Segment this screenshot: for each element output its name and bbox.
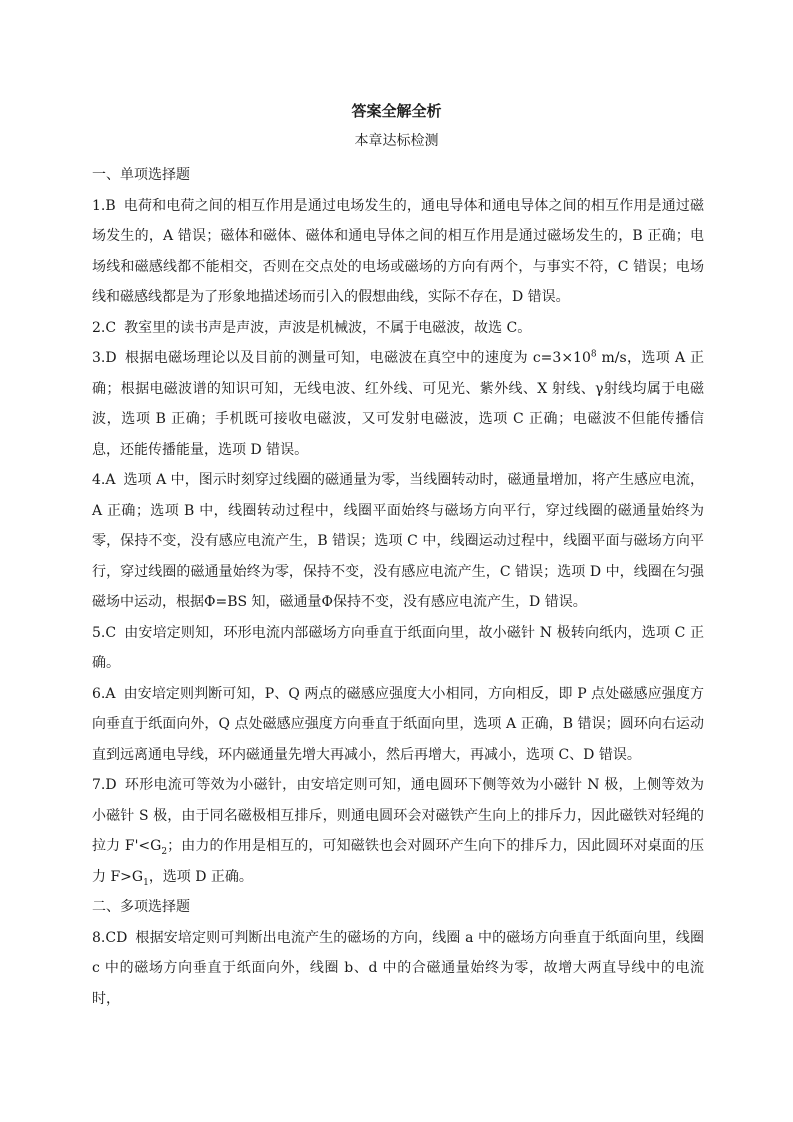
section-heading-single-choice: 一、单项选择题 (92, 167, 190, 183)
answer-text: 教室里的读书声是声波，声波是机械波，不属于电磁波，故选 C。 (124, 319, 532, 336)
answer-number: 7.D (92, 777, 117, 793)
exponent: 8 (590, 349, 597, 360)
answer-number: 3.D (92, 350, 117, 366)
answer-text: 由安培定则判断可知，P、Q 两点的磁感应强度大小相同，方向相反，即 P 点处磁感应强度方向垂直于纸面向外，Q 点处磁感应强度方向垂直于纸面向里，选项 A 正确，B 错误；圆环向右运动直到远离通电导线，环内磁通量先增大再减小，然后再增大，再减小，选项 C、D 错误。 (92, 685, 704, 763)
answer-item-3 (92, 343, 704, 465)
answer-item-1 (92, 191, 704, 313)
answer-item-4 (92, 465, 704, 618)
answer-item-7 (92, 770, 704, 892)
answer-number: 2.C (92, 319, 117, 336)
answer-text: 选项 A 中，图示时刻穿过线圈的磁通量为零，当线圈转动时，磁通量增加，将产生感应电流，A 正确；选项 B 中，线圈转动过程中，线圈平面始终与磁场方向平行，穿过线圈的磁通量始终为零，保持不变，没有感应电流产生，B 错误；选项 C 中，线圈运动过程中，线圈平面与磁场方向平行，穿过线圈的磁通量始终为零，保持不变，没有感应电流产生，C 错误；选项 D 中，线圈在匀强磁场中运动，根据Φ=BS 知，磁通量Φ保持不变，没有感应电流产生，D 错误。 (92, 472, 704, 610)
answer-text: 根据安培定则可判断出电流产生的磁场的方向，线圈 a 中的磁场方向垂直于纸面向里，线圈 c 中的磁场方向垂直于纸面向外，线圈 b、d 中的合磁通量始终为零，故增大两直导线中的电流时， (92, 929, 704, 1007)
subscript: 2 (161, 846, 168, 857)
answer-text: 环形电流可等效为小磁针，由安培定则可知，通电圆环下侧等效为小磁针 N 极，上侧等效为小磁针 S 极，由于同名磁极相互排斥，则通电圆环会对磁铁产生向上的排斥力，因此磁铁对轻绳的拉力 F'<G (92, 777, 704, 854)
answer-number: 4.A (92, 472, 116, 488)
answer-item-8 (92, 923, 704, 1015)
answer-text: 根据电磁场理论以及目前的测量可知，电磁波在真空中的速度为 c=3×10 (124, 350, 591, 366)
answer-number: 8.CD (92, 929, 128, 946)
answer-text: 电荷和电荷之间的相互作用是通过电场发生的，通电导体和通电导体之间的相互作用是通过磁场发生的，A 错误；磁体和磁体、磁体和通电导体之间的相互作用是通过磁场发生的，B 正确；电场线和磁感线都不能相交，否则在交点处的电场或磁场的方向有两个，与事实不符，C 错误；电场线和磁感线都是为了形象地描述场而引入的假想曲线，实际不存在，D 错误。 (92, 197, 704, 305)
answer-number: 1.B (92, 197, 116, 214)
answer-text-cont: ；由力的作用是相互的，可知磁铁也会对圆环产生向下的排斥力，因此圆环对桌面的压力 F>G (92, 838, 704, 885)
page-subtitle: 本章达标检测 (354, 133, 439, 149)
page-title: 答案全解全析 (351, 102, 442, 120)
answer-text-cont: m/s，选项 A 正确；根据电磁波谱的知识可知，无线电波、红外线、可见光、紫外线、X 射线、γ射线均属于电磁波，选项 B 正确；手机既可接收电磁波，又可发射电磁波，选项 C 正确；电磁波不但能传播信息，还能传播能量，选项 D 错误。 (92, 350, 704, 458)
answer-item-6 (92, 679, 704, 771)
answer-text-end: ，选项 D 正确。 (148, 868, 253, 885)
subscript: 1 (143, 877, 149, 888)
document-body (92, 160, 704, 1014)
section-heading-multiple-choice: 二、多项选择题 (92, 899, 190, 915)
answer-number: 6.A (92, 685, 116, 702)
answer-number: 5.C (92, 624, 117, 641)
answer-text: 由安培定则知，环形电流内部磁场方向垂直于纸面向里，故小磁针 N 极转向纸内，选项 C 正确。 (92, 624, 704, 671)
answer-item-5 (92, 618, 704, 679)
answer-item-2 (92, 313, 704, 344)
